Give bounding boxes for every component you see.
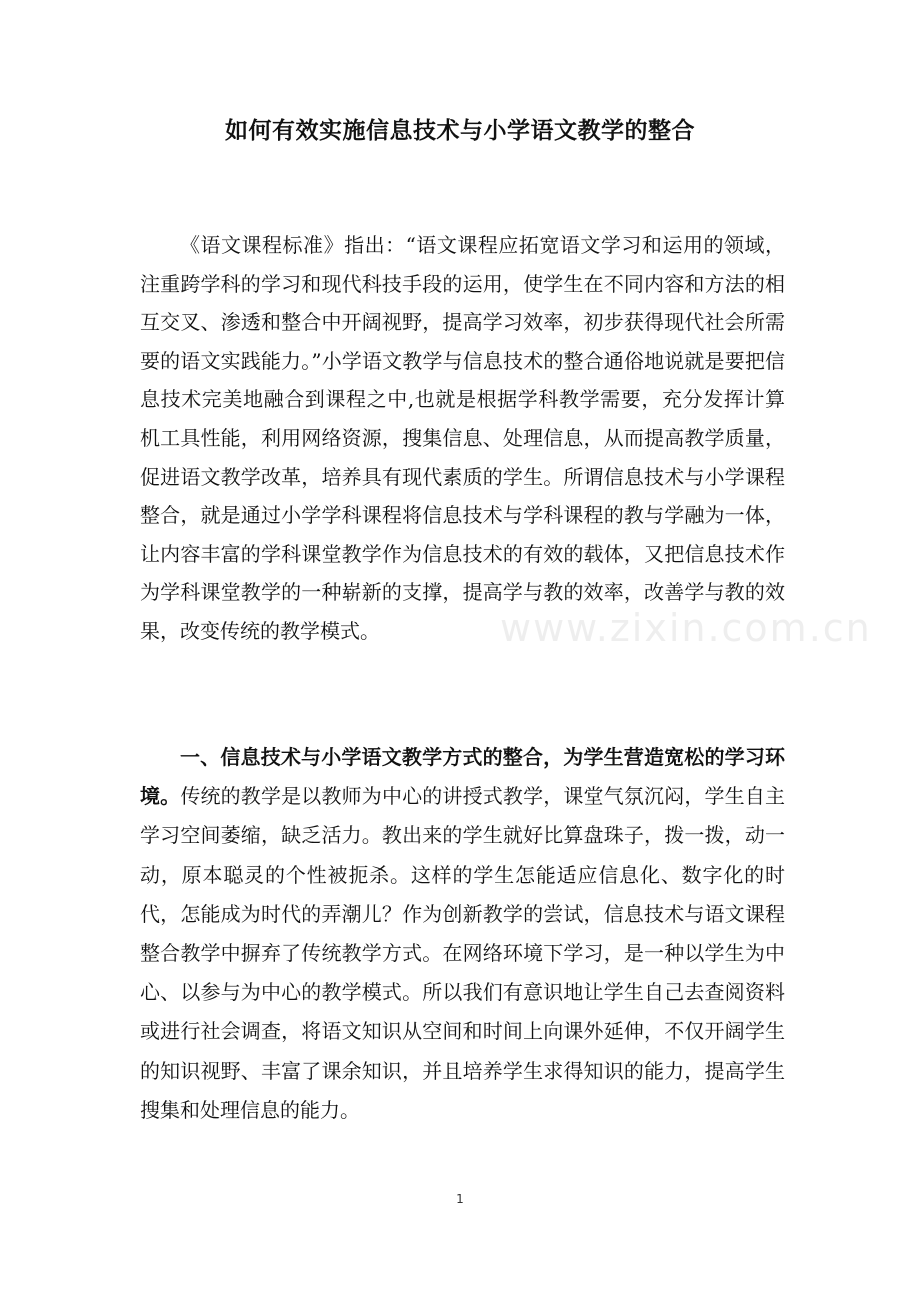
document-title: 如何有效实施信息技术与小学语文教学的整合 xyxy=(225,117,695,144)
section-body-text: 传统的教学是以教师为中心的讲授式教学，课堂气氛沉闷，学生自主学习空间萎缩，缺乏活力。教出来的学生就好比算盘珠子，拨一拨，动一动，原本聪灵的个性被扼杀。这样的学生怎能适应信息化、数字化的时代，怎能成为时代的弄潮儿？作为创新教学的尝试，信息技术与语文课程整合教学中摒弃了传统教学方式。在网络环境下学习，是一种以学生为中心、以参与为中心的教学模式。所以我们有意识地让学生自己去查阅资料或进行社会调查，将语文知识从空间和时间上向课外延伸，不仅开阔学生的知识视野、丰富了课余知识，并且培养学生求得知识的能力，提高学生搜集和处理信息的能力。 xyxy=(140,784,786,1122)
paragraph-section-1 xyxy=(140,738,785,1130)
paragraph-intro: 《语文课程标准》指出：“语文课程应拓宽语文学习和运用的领域，注重跨学科的学习和现代科技手段的运用，使学生在不同内容和方法的相互交叉、渗透和整合中开阔视野，提高学习效率，初步获得现代社会所需要的语文实践能力。”小学语文教学与信息技术的整合通俗地说就是要把信息技术完美地融合到课程之中,也就是根据学科教学需要，充分发挥计算机工具性能，利用网络资源，搜集信息、处理信息，从而提高教学质量，促进语文教学改革，培养具有现代素质的学生。所谓信息技术与小学课程整合，就是通过小学学科课程将信息技术与学科课程的教与学融为一体，让内容丰富的学科课堂教学作为信息技术的有效的载体，又把信息技术作为学科课堂教学的一种崭新的支撑，提高学与教的效率，改善学与教的效果，改变传统的教学模式。 xyxy=(140,233,785,643)
page-number: 1 xyxy=(456,1192,464,1206)
watermark: www.zixin.com.cn xyxy=(500,606,872,650)
section-heading: 一、信息技术与小学语文教学方式的整合，为学生营造宽松的学习环境。 xyxy=(140,745,785,809)
